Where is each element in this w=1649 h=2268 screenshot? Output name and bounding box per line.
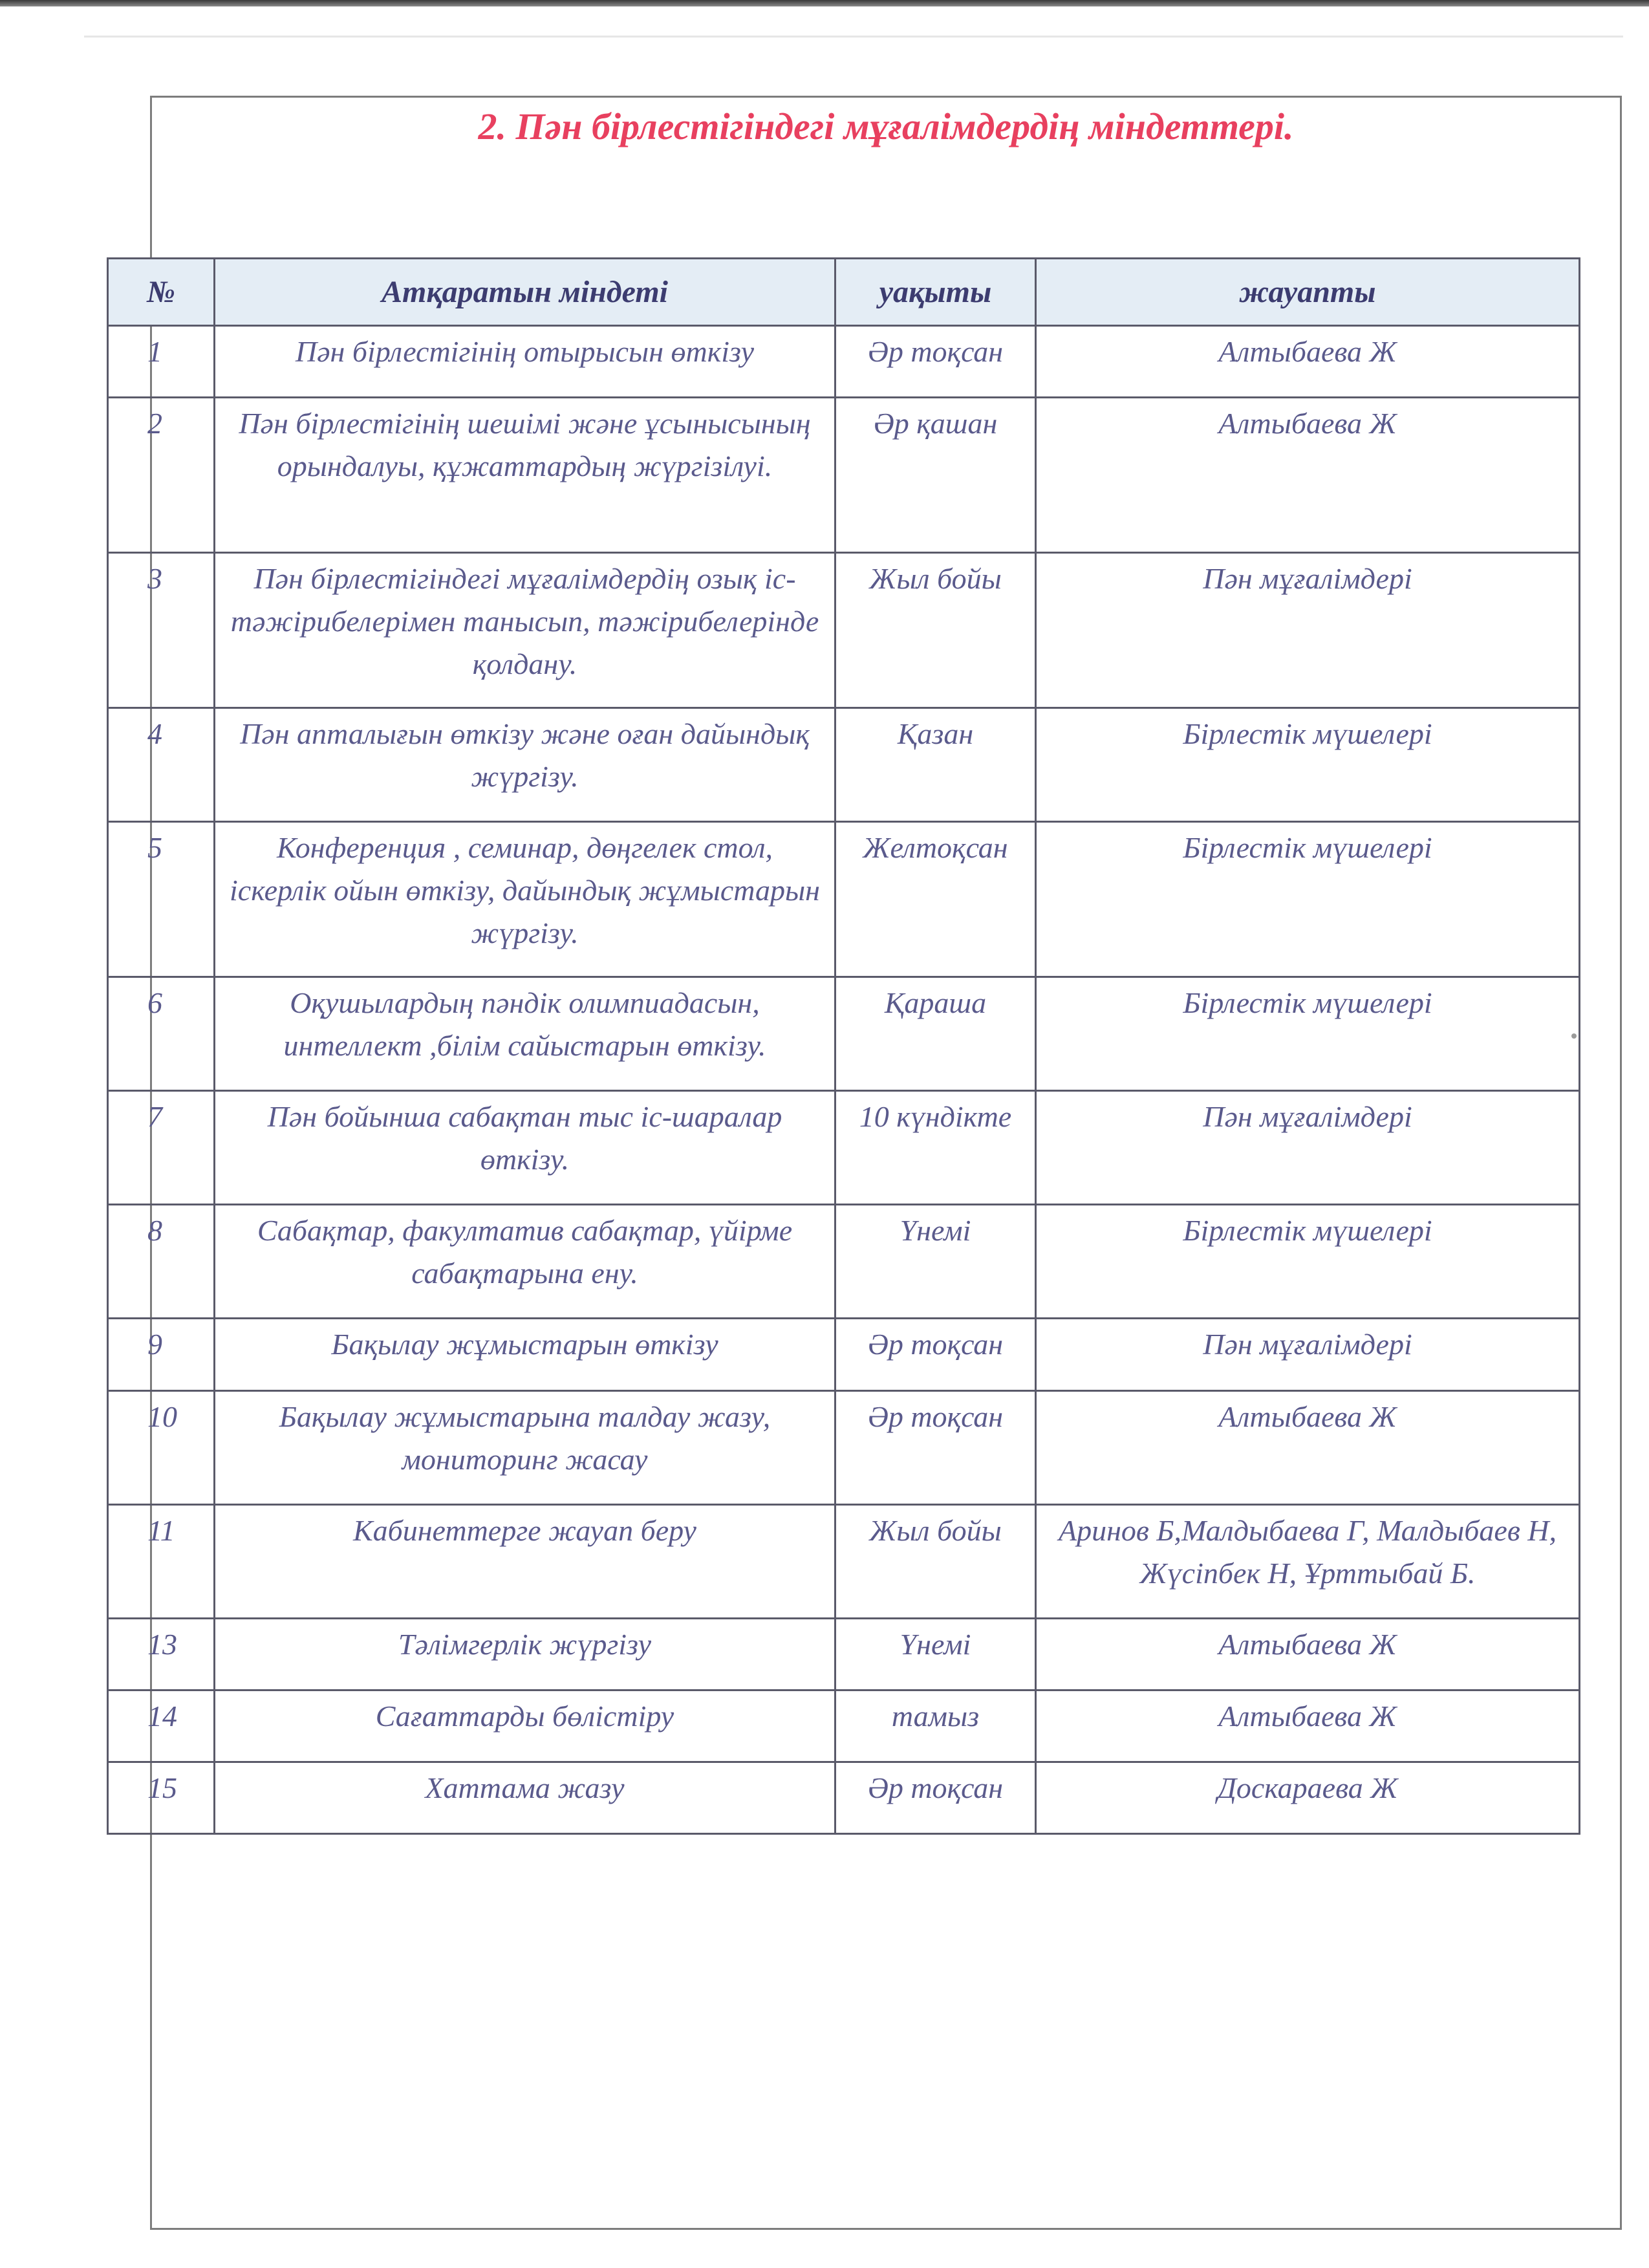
- header-time: уақыты: [835, 259, 1036, 326]
- row-time: Әр тоқсан: [835, 326, 1036, 398]
- table-row: [108, 1690, 1580, 1762]
- row-num: 4: [108, 708, 215, 822]
- row-task: Тәлімгерлік жүргізу: [215, 1619, 835, 1690]
- row-time: Қазан: [835, 708, 1036, 822]
- table-row: [108, 398, 1580, 553]
- table-row: [108, 1391, 1580, 1505]
- table-row: [108, 1091, 1580, 1205]
- row-resp: Пән мұғалімдері: [1036, 1091, 1580, 1205]
- row-num: 9: [108, 1319, 215, 1391]
- row-time: Жыл бойы: [835, 553, 1036, 708]
- row-task: Бақылау жұмыстарын өткізу: [215, 1319, 835, 1391]
- scan-top-edge: [0, 0, 1649, 6]
- row-task: Пән бірлестігінің шешімі және ұсынысының орындалуы, құжаттардың жүргізілуі.: [215, 398, 835, 553]
- table-row: [108, 977, 1580, 1091]
- row-task: Конференция , семинар, дөңгелек стол, іскерлік ойын өткізу, дайындық жұмыстарын жүргізу.: [215, 822, 835, 977]
- page-title: 2. Пән бірлестігіндегі мұғалімдердің міндеттері.: [478, 105, 1294, 147]
- table-row: [108, 1762, 1580, 1834]
- row-resp: Бірлестік мүшелері: [1036, 822, 1580, 977]
- row-time: Жыл бойы: [835, 1505, 1036, 1619]
- row-resp: Бірлестік мүшелері: [1036, 708, 1580, 822]
- table-header-row: [108, 259, 1580, 326]
- row-resp: Алтыбаева Ж: [1036, 326, 1580, 398]
- row-time: Үнемі: [835, 1619, 1036, 1690]
- scan-line: [84, 36, 1623, 38]
- header-task: Атқаратын міндеті: [215, 259, 835, 326]
- row-num: 15: [108, 1762, 215, 1834]
- row-resp: Бірлестік мүшелері: [1036, 977, 1580, 1091]
- row-num: 1: [108, 326, 215, 398]
- row-num: 2: [108, 398, 215, 553]
- table-row: [108, 1205, 1580, 1319]
- row-task: Оқушылардың пәндік олимпиадасын, интеллект ,білім сайыстарын өткізу.: [215, 977, 835, 1091]
- row-task: Сабақтар, факултатив сабақтар, үйірме сабақтарына ену.: [215, 1205, 835, 1319]
- table-row: [108, 326, 1580, 398]
- row-resp: Пән мұғалімдері: [1036, 553, 1580, 708]
- row-resp: Алтыбаева Ж: [1036, 1391, 1580, 1505]
- row-num: 13: [108, 1619, 215, 1690]
- header-num: №: [108, 259, 215, 326]
- table-row: [108, 1319, 1580, 1391]
- row-num: 7: [108, 1091, 215, 1205]
- row-resp: Алтыбаева Ж: [1036, 1619, 1580, 1690]
- scan-speck: [1571, 1033, 1577, 1039]
- row-resp: Бірлестік мүшелері: [1036, 1205, 1580, 1319]
- row-time: Әр тоқсан: [835, 1319, 1036, 1391]
- table-row: [108, 708, 1580, 822]
- row-time: Қараша: [835, 977, 1036, 1091]
- row-num: 10: [108, 1391, 215, 1505]
- row-task: Кабинеттерге жауап беру: [215, 1505, 835, 1619]
- row-time: тамыз: [835, 1690, 1036, 1762]
- row-time: Әр тоқсан: [835, 1762, 1036, 1834]
- row-time: Желтоқсан: [835, 822, 1036, 977]
- row-resp: Алтыбаева Ж: [1036, 1690, 1580, 1762]
- row-resp: Доскараева Ж: [1036, 1762, 1580, 1834]
- row-num: 5: [108, 822, 215, 977]
- header-resp: жауапты: [1036, 259, 1580, 326]
- row-num: 6: [108, 977, 215, 1091]
- row-resp: Алтыбаева Ж: [1036, 398, 1580, 553]
- row-time: Әр тоқсан: [835, 1391, 1036, 1505]
- row-task: Пән бойынша сабақтан тыс іс-шаралар өткізу.: [215, 1091, 835, 1205]
- row-time: Әр қашан: [835, 398, 1036, 553]
- row-task: Сағаттарды бөлістіру: [215, 1690, 835, 1762]
- row-time: Үнемі: [835, 1205, 1036, 1319]
- row-task: Пән бірлестігінің отырысын өткізу: [215, 326, 835, 398]
- row-task: Пән бірлестігіндегі мұғалімдердің озық іс-тәжірибелерімен танысып, тәжірибелерінде қолдану.: [215, 553, 835, 708]
- table-row: [108, 1619, 1580, 1690]
- row-task: Пән апталығын өткізу және оған дайындық жүргізу.: [215, 708, 835, 822]
- table-row: [108, 1505, 1580, 1619]
- row-task: Бақылау жұмыстарына талдау жазу, мониторинг жасау: [215, 1391, 835, 1505]
- table-row: [108, 553, 1580, 708]
- duties-table: [107, 257, 1580, 1835]
- row-num: 3: [108, 553, 215, 708]
- row-resp: Аринов Б,Малдыбаева Г, Малдыбаев Н, Жүсіпбек Н, Ұрттыбай Б.: [1036, 1505, 1580, 1619]
- row-time: 10 күндікте: [835, 1091, 1036, 1205]
- row-resp: Пән мұғалімдері: [1036, 1319, 1580, 1391]
- row-num: 8: [108, 1205, 215, 1319]
- table-row: [108, 822, 1580, 977]
- row-task: Хаттама жазу: [215, 1762, 835, 1834]
- row-num: 11: [108, 1505, 215, 1619]
- row-num: 14: [108, 1690, 215, 1762]
